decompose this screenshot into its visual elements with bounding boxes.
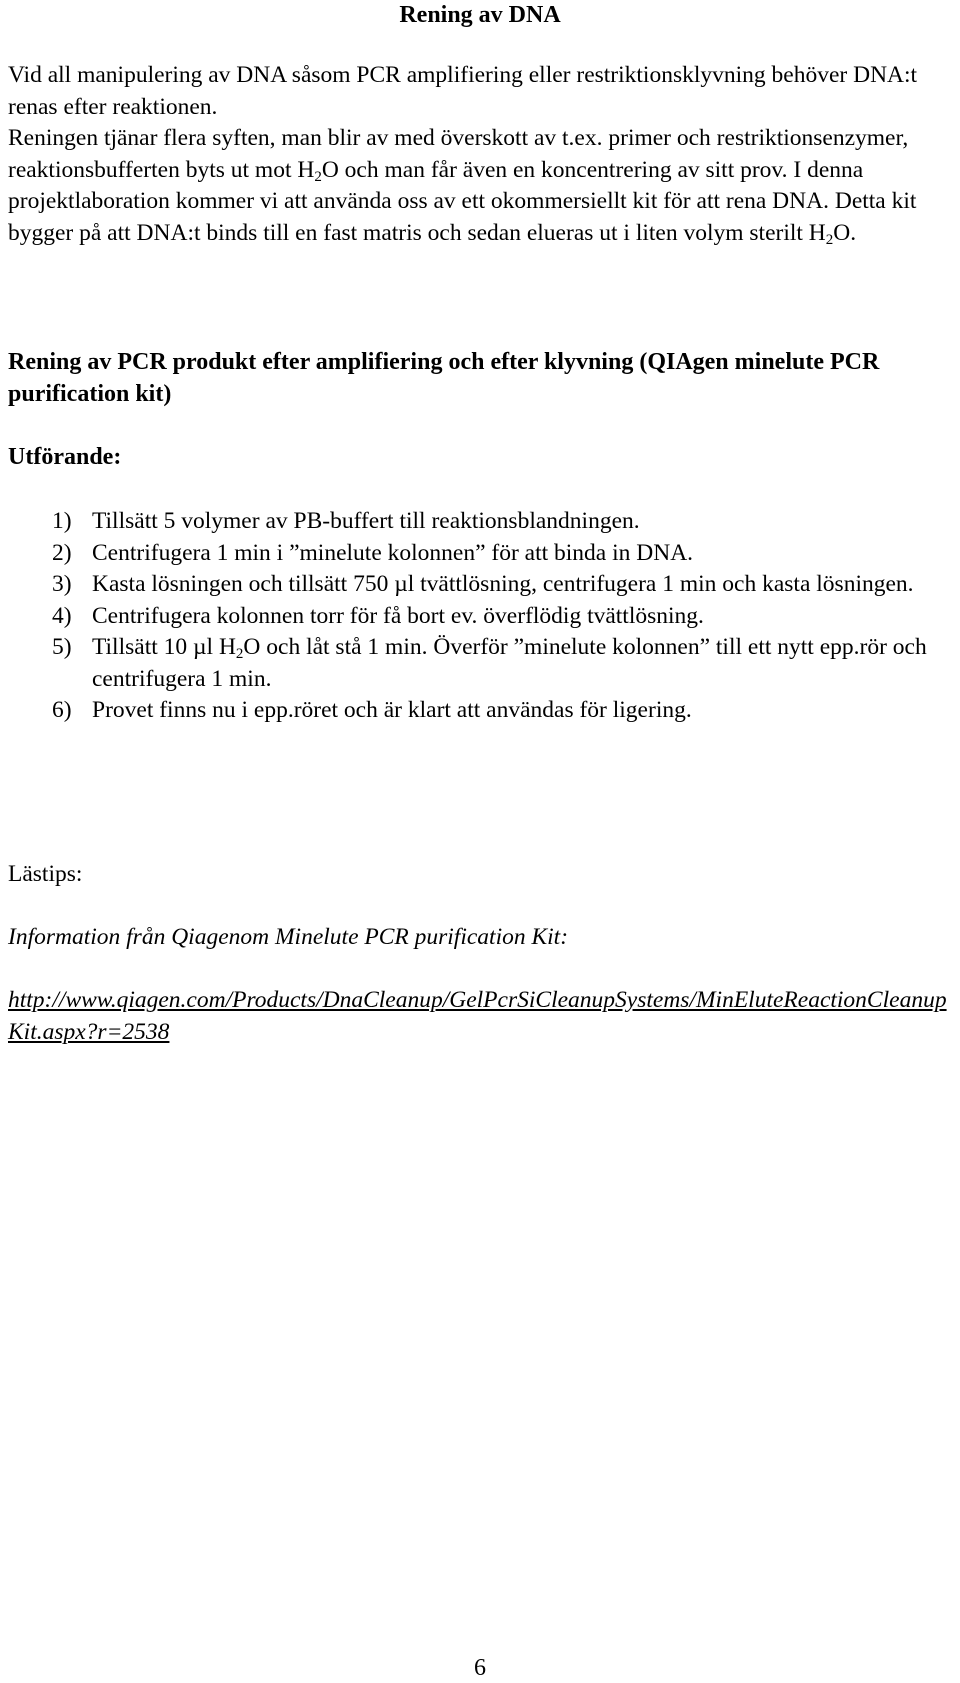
intro-text-part: O och man får även en koncentrering av sitt prov. I denna projektlaboration kommer vi att använda oss av ett okommersiellt kit för att rena DNA. Detta kit bygger på att DNA:t binds till en fast matris och sedan elueras ut i liten volym sterilt H [8, 156, 917, 246]
subscript: 2 [825, 231, 834, 248]
page-number: 6 [474, 1655, 486, 1681]
step-item [8, 569, 953, 601]
step-text-part: Tillsätt 10 µl H [92, 634, 236, 660]
procedure-steps [8, 506, 953, 727]
step-item [8, 506, 953, 538]
step-item [8, 601, 953, 633]
step-text: Centrifugera 1 min i ”minelute kolonnen” för att binda in DNA. [92, 539, 694, 566]
step-number: 4) [52, 602, 72, 629]
step-item [8, 538, 953, 570]
step-text: Centrifugera kolonnen torr för få bort ev. överflödig tvättlösning. [92, 602, 704, 629]
section-heading: Rening av PCR produkt efter amplifiering och efter klyvning (QIAgen minelute PCR purification kit) [8, 349, 880, 407]
subscript: 2 [235, 646, 244, 662]
intro-line-2 [8, 123, 953, 249]
reading-tips-label: Lästips: [8, 861, 83, 887]
step-number: 3) [52, 571, 72, 597]
intro-paragraph [8, 60, 953, 249]
subscript: 2 [314, 168, 322, 185]
step-text-part: O och låt stå 1 min. Överför ”minelute kolonnen” till ett nytt epp.rör och centrifugera 1 min. [92, 634, 927, 692]
procedure-label: Utförande: [8, 444, 122, 470]
intro-text-part: Reningen tjänar flera syften, man blir av med överskott av t.ex. primer och restriktionsenzymer, reaktionsbufferten byts ut mot H [8, 125, 909, 183]
info-text: Information från Qiagenom Minelute PCR purification Kit: [8, 924, 569, 950]
step-item [8, 695, 953, 727]
intro-text-part: O. [833, 219, 857, 246]
step-text: Kasta lösningen och tillsätt 750 µl tvättlösning, centrifugera 1 min och kasta lösningen. [92, 571, 914, 597]
step-text: Provet finns nu i epp.röret och är klart att användas för ligering. [92, 697, 692, 723]
document-title: Rening av DNA [399, 2, 561, 28]
step-number: 1) [52, 508, 72, 534]
step-text: Tillsätt 5 volymer av PB-buffert till reaktionsblandningen. [92, 508, 640, 534]
intro-line-1: Vid all manipulering av DNA såsom PCR amplifiering eller restriktionsklyvning behöver DNA:t renas efter reaktionen. [8, 62, 918, 120]
qiagen-link[interactable]: http://www.qiagen.com/Products/DnaCleanup/GelPcrSiCleanupSystems/MinEluteReactionCleanupKit.aspx?r=2538 [8, 987, 947, 1045]
step-number: 5) [52, 634, 72, 660]
step-number: 6) [52, 697, 72, 723]
step-text [92, 632, 953, 695]
step-item [8, 632, 953, 695]
step-number: 2) [52, 539, 72, 566]
